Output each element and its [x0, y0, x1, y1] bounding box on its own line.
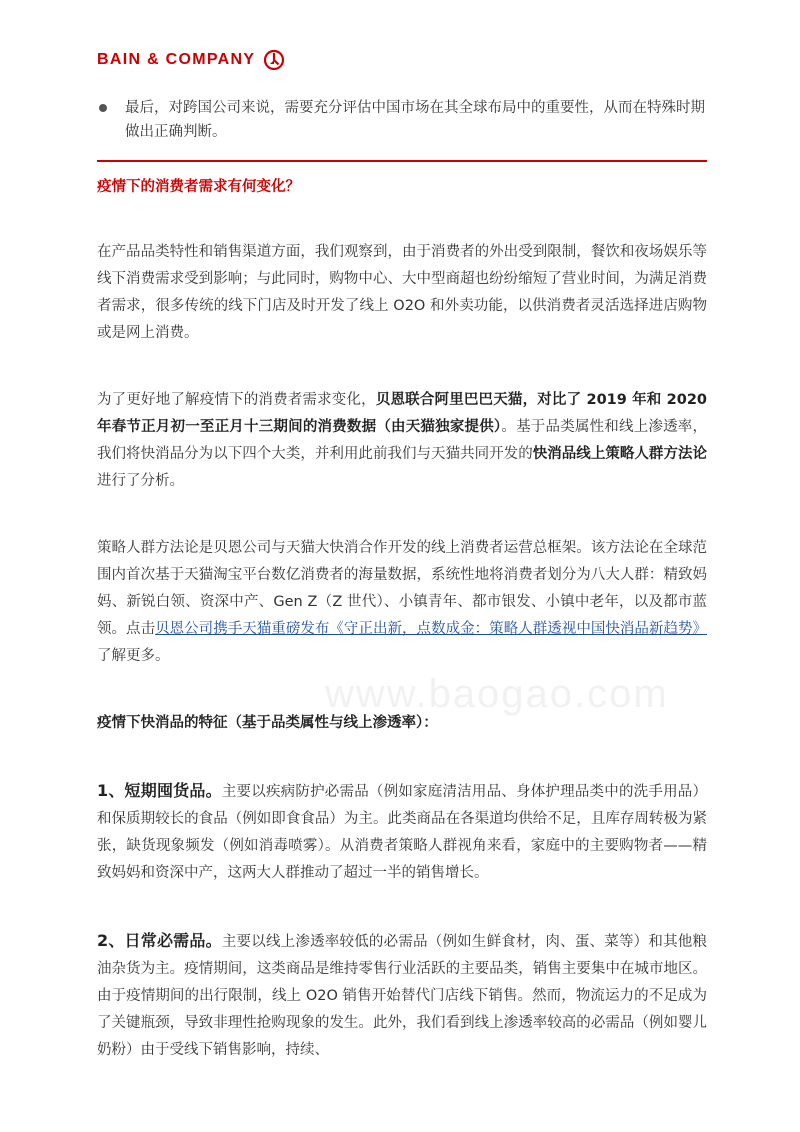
paragraph-1: 在产品品类特性和销售渠道方面，我们观察到，由于消费者的外出受到限制，餐饮和夜场娱乐等线下消费需求受到影响；与此同时，购物中心、大中型商超也纷纷缩短了营业时间，为满足消费者需求，很多传统的线下门店及时开发了线上 O2O 和外卖功能，以供消费者灵活选择进店购物或是网上消费。	[97, 244, 707, 341]
paragraph-2-part3: 进行了分析。	[97, 473, 184, 489]
paragraph-2-part2: 。基于品类属性和线上渗透率，我们将快消品分为以下四个大类，并利用此前我们与天猫共同开发的	[97, 419, 708, 462]
section-divider	[97, 160, 707, 162]
bullet-text: 最后，对跨国公司来说，需要充分评估中国市场在其全球布局中的重要性，从而在特殊时期做出正确判断。	[125, 100, 705, 140]
logo-text: BAIN & COMPANY	[97, 51, 256, 68]
item-1-lead: 1、短期囤货品。	[97, 781, 222, 800]
bain-logo	[97, 48, 285, 72]
item-1-text: 主要以疾病防护必需品（例如家庭清洁用品、身体护理品类中的洗手用品）和保质期较长的食品（例如即食食品）为主。此类商品在各渠道均供给不足，且库存周转极为紧张，缺货现象频发（例如消毒喷雾）。从消费者策略人群视角来看，家庭中的主要购物者——精致妈妈和资深中产，这两大人群推动了超过一半的销售增长。	[97, 784, 707, 881]
fmcg-characteristics-subhead: 疫情下快消品的特征（基于品类属性与线上渗透率）：	[97, 715, 438, 731]
paragraph-3-part2: 了解更多。	[97, 648, 170, 664]
paragraph-2	[97, 387, 707, 495]
bain-circle-logo-icon	[263, 49, 285, 71]
paragraph-3	[97, 535, 707, 670]
item-2-text: 主要以线上渗透率较低的必需品（例如生鲜食材，肉、蛋、菜等）和其他粮油杂货为主。疫情期间，这类商品是维持零售行业活跃的主要品类，销售主要集中在城市地区。由于疫情期间的出行限制，线上 O2O 销售开始替代门店线下销售。然而，物流运力的不足成为了关键瓶颈，导致非理性抢购现象的发生。此外，我们看到线上渗透率较高的必需品（例如婴儿奶粉）由于受线下销售影响，持续、	[97, 934, 707, 1058]
content-column	[97, 96, 707, 1064]
item-2	[97, 927, 707, 1064]
bullet-item	[97, 96, 707, 144]
section-heading: 疫情下的消费者需求有何变化？	[97, 179, 300, 195]
paragraph-2-part1: 为了更好地了解疫情下的消费者需求变化，	[97, 392, 376, 408]
bain-tmall-report-link[interactable]: 贝恩公司携手天猫重磅发布《守正出新，点数成金：策略人群透视中国快消品新趋势》	[155, 621, 708, 637]
item-2-lead: 2、日常必需品。	[97, 931, 222, 950]
watermark: www.baogao.com	[325, 672, 669, 716]
paragraph-2-bold1: 贝恩联合阿里巴巴天猫，对比了 2019 年和 2020 年春节正月初一至正月十三期间的消费数据（由天猫独家提供）	[97, 392, 708, 435]
paragraph-3-part1: 策略人群方法论是贝恩公司与天猫大快消合作开发的线上消费者运营总框架。该方法论在全球范围内首次基于天猫淘宝平台数亿消费者的海量数据，系统性地将消费者划分为八大人群：精致妈妈、新锐白领、资深中产、Gen Z（Z 世代）、小镇青年、都市银发、小镇中老年，以及都市蓝领。点击	[97, 540, 707, 637]
paragraph-2-bold2: 快消品线上策略人群方法论	[532, 446, 708, 462]
item-1	[97, 777, 707, 887]
bullet-dot-icon	[99, 104, 107, 112]
